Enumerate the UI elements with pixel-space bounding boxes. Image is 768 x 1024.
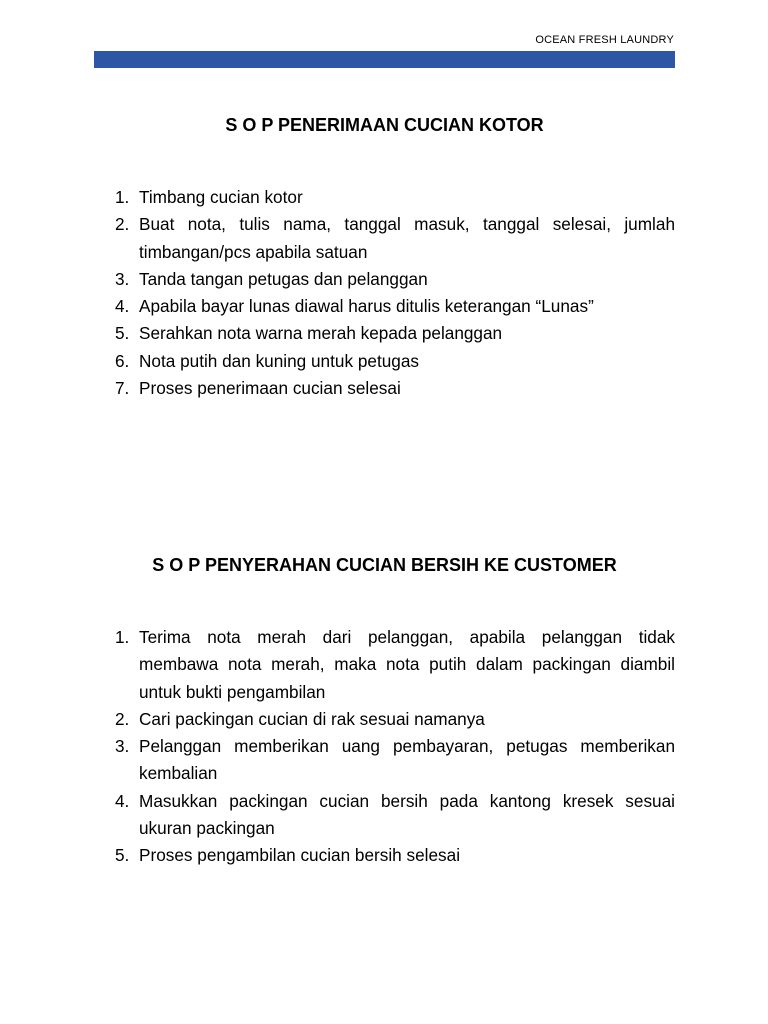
list-item [94,266,675,293]
step-text: Apabila bayar lunas diawal harus ditulis keterangan “Lunas” [139,296,594,317]
step-number: 1. [115,187,130,207]
step-text: Timbang cucian kotor [139,187,303,207]
list-item [94,706,675,733]
step-number: 2. [115,708,130,729]
step-number: 4. [115,790,130,811]
list-item [94,733,675,788]
steps-list-penyerahan [94,624,675,870]
step-number: 6. [115,350,130,371]
step-number: 2. [115,214,130,235]
steps-list-penerimaan [94,184,675,402]
step-text: Buat nota, tulis nama, tanggal masuk, tanggal selesai, jumlah timbangan/pcs apabila satuan [139,214,675,262]
list-item [94,842,675,869]
list-item [94,211,675,266]
header-bar [94,51,675,68]
step-text: Terima nota merah dari pelanggan, apabila pelanggan tidak membawa nota merah, maka nota putih dalam packingan diambil untuk bukti pengambilan [139,627,675,702]
step-text: Pelanggan memberikan uang pembayaran, petugas memberikan kembalian [139,736,675,784]
list-item [94,624,675,706]
list-item [94,184,675,211]
list-item [94,348,675,375]
list-item [94,788,675,843]
list-item [94,320,675,347]
list-item [94,375,675,402]
step-text: Cari packingan cucian di rak sesuai namanya [139,708,485,729]
step-number: 5. [115,845,130,866]
header-company-name: OCEAN FRESH LAUNDRY [535,34,674,46]
step-text: Proses penerimaan cucian selesai [139,378,401,399]
step-number: 4. [115,296,130,317]
step-text: Tanda tangan petugas dan pelanggan [139,268,428,289]
step-text: Proses pengambilan cucian bersih selesai [139,845,461,866]
step-number: 3. [115,268,130,289]
step-text: Masukkan packingan cucian bersih pada kantong kresek sesuai ukuran packingan [139,790,675,839]
step-number: 5. [115,323,130,344]
step-text: Serahkan nota warna merah kepada pelanggan [139,323,503,344]
list-item [94,293,675,320]
step-number: 1. [115,627,130,647]
step-text: Nota putih dan kuning untuk petugas [139,350,419,371]
section-title-penyerahan: S O P PENYERAHAN CUCIAN BERSIH KE CUSTOMER [152,555,617,575]
step-number: 3. [115,736,130,757]
step-number: 7. [115,378,130,399]
section-title-penerimaan: S O P PENERIMAAN CUCIAN KOTOR [225,115,544,135]
